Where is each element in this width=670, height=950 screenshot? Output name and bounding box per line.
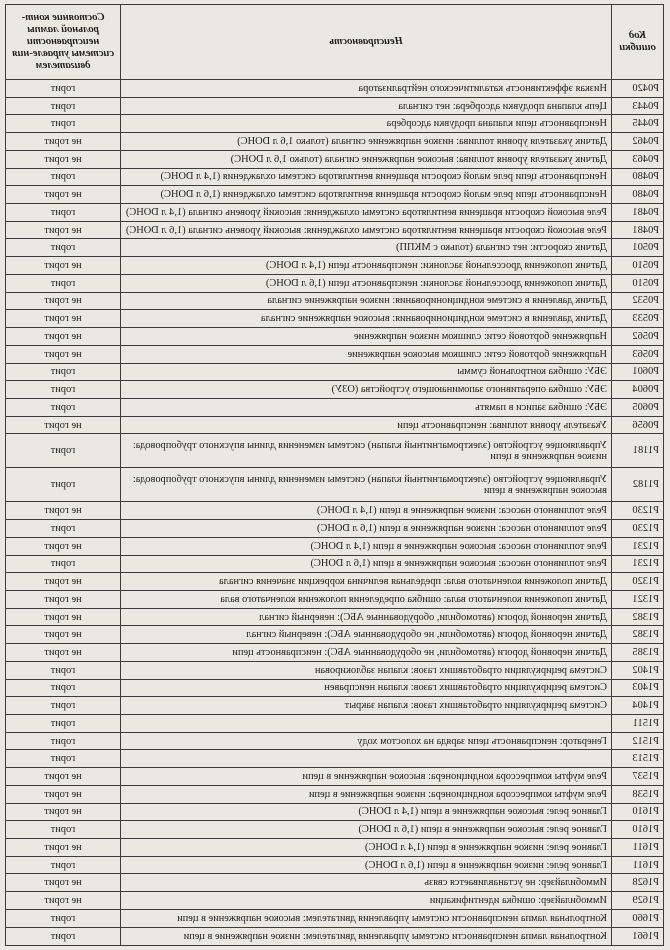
lamp-state-cell: горит	[6, 679, 121, 697]
fault-description-cell: Датчик неровной дороги (автомобили, не оборудованные АБС): неверный сигнал	[121, 626, 612, 644]
table-row	[6, 115, 664, 133]
fault-description-cell: Датчик положения коленчатого вала: предельная величина коррекции значения сигнала	[121, 573, 612, 591]
fault-description-cell: ЭБУ: ошибка контрольной суммы	[121, 363, 612, 381]
lamp-state-cell: не горит	[6, 133, 121, 151]
fault-code-cell: P1231	[612, 555, 664, 573]
table-row	[6, 133, 664, 151]
fault-code-cell: P0605	[612, 398, 664, 416]
fault-description-cell: Неисправность цепи реле малой скорости вращения вентилятора системы охлаждения (1,4 л DOHC)	[121, 168, 612, 186]
table-row	[6, 257, 664, 275]
table-row	[6, 608, 664, 626]
table-row	[6, 520, 664, 538]
lamp-state-cell: горит	[6, 80, 121, 98]
fault-description-cell: Система рециркуляции отработавших газов: клапан заблокирован	[121, 661, 612, 679]
fault-code-cell: P0601	[612, 363, 664, 381]
fault-description-cell: Реле муфты компрессора кондиционера: высокое напряжение в цепи	[121, 768, 612, 786]
table-row	[6, 381, 664, 399]
fault-description-cell: Иммобилайзер: ошибка идентификации	[121, 892, 612, 910]
table-row	[6, 821, 664, 839]
fault-description-cell: Датчик неровной дороги (автомобили, не оборудованные АБС): неисправность цепи	[121, 644, 612, 662]
fault-description-cell: Управляющее устройство (электромагнитный клапан) системы изменения длины впускного трубопровода: высокое напряжение в цепи	[121, 468, 612, 502]
lamp-state-cell: горит	[6, 520, 121, 538]
lamp-state-cell: не горит	[6, 416, 121, 434]
table-row	[6, 785, 664, 803]
fault-description-cell: Реле топливного насоса: высокое напряжение в цепи (1,6 л DOHC)	[121, 555, 612, 573]
lamp-state-cell: не горит	[6, 626, 121, 644]
table-row	[6, 434, 664, 468]
fault-code-cell: P0532	[612, 292, 664, 310]
table-row	[6, 573, 664, 591]
lamp-state-cell: не горит	[6, 502, 121, 520]
fault-code-cell: P0420	[612, 80, 664, 98]
fault-code-cell: P0480	[612, 186, 664, 204]
lamp-state-cell: горит	[6, 115, 121, 133]
table-row	[6, 186, 664, 204]
table-body	[6, 80, 664, 946]
fault-description-cell: Датчик положения коленчатого вала: ошибка определения положения коленчатого вала	[121, 590, 612, 608]
fault-description-cell: Датчик давления в системе кондиционирования: высокое напряжение сигнала	[121, 310, 612, 328]
fault-code-cell: P1320	[612, 573, 664, 591]
fault-code-cell: P0443	[612, 97, 664, 115]
table-row	[6, 398, 664, 416]
lamp-state-cell: горит	[6, 274, 121, 292]
fault-description-cell: Цепь клапана продувки адсорбера: нет сигнала	[121, 97, 612, 115]
table-row	[6, 927, 664, 945]
fault-code-table	[5, 4, 664, 946]
lamp-state-cell: горит	[6, 239, 121, 257]
lamp-state-cell: горит	[6, 468, 121, 502]
lamp-state-cell: не горит	[6, 608, 121, 626]
fault-description-cell: Контрольная лампа неисправности системы управления двигателем: высокое напряжение в цепи	[121, 909, 612, 927]
table-row	[6, 909, 664, 927]
fault-description-cell: Контрольная лампа неисправности системы управления двигателем: низкое напряжение в цепи	[121, 927, 612, 945]
fault-description-cell: Датчик скорости: нет сигнала (только с МКПП)	[121, 239, 612, 257]
table-row	[6, 221, 664, 239]
fault-code-cell: P0604	[612, 381, 664, 399]
lamp-state-cell: горит	[6, 909, 121, 927]
fault-description-cell: Датчик неровной дороги (автомобили, оборудованные АБС): неверный сигнал	[121, 608, 612, 626]
fault-code-cell: P1382	[612, 608, 664, 626]
table-row	[6, 468, 664, 502]
lamp-state-cell: горит	[6, 97, 121, 115]
fault-code-cell: P0445	[612, 115, 664, 133]
lamp-state-cell: горит	[6, 381, 121, 399]
fault-code-cell: P1661	[612, 927, 664, 945]
fault-description-cell: Реле высокой скорости вращения вентилятора системы охлаждения: высокий уровень сигнала (1,4 л DOHC)	[121, 204, 612, 222]
fault-code-cell: P1629	[612, 892, 664, 910]
fault-code-cell: P1628	[612, 874, 664, 892]
table-row	[6, 345, 664, 363]
lamp-state-cell: не горит	[6, 768, 121, 786]
fault-code-cell: P1230	[612, 502, 664, 520]
table-row	[6, 839, 664, 857]
fault-code-cell: P0480	[612, 168, 664, 186]
lamp-state-cell: не горит	[6, 785, 121, 803]
lamp-state-cell: не горит	[6, 186, 121, 204]
fault-description-cell	[121, 750, 612, 768]
lamp-state-cell: горит	[6, 398, 121, 416]
fault-code-cell: P1610	[612, 803, 664, 821]
lamp-state-cell: не горит	[6, 644, 121, 662]
fault-description-cell: Напряжение бортовой сети: слишком высокое напряжение	[121, 345, 612, 363]
lamp-state-cell: горит	[6, 434, 121, 468]
lamp-state-cell: не горит	[6, 328, 121, 346]
table-row	[6, 97, 664, 115]
fault-description-cell	[121, 714, 612, 732]
table-row	[6, 768, 664, 786]
table-row	[6, 150, 664, 168]
fault-description-cell: Главное реле: высокое напряжение в цепи (1,4 л DOHC)	[121, 803, 612, 821]
fault-code-cell: P1181	[612, 434, 664, 468]
lamp-state-column-header: Состояние конт-рольной лампы неисправности системы управле-ния двигателем	[6, 5, 121, 80]
fault-code-cell: P1402	[612, 661, 664, 679]
lamp-state-cell: не горит	[6, 803, 121, 821]
table-row	[6, 363, 664, 381]
table-row	[6, 204, 664, 222]
fault-code-cell: P1538	[612, 785, 664, 803]
table-row	[6, 80, 664, 98]
fault-code-cell: P0463	[612, 150, 664, 168]
table-row	[6, 856, 664, 874]
table-row	[6, 644, 664, 662]
fault-code-cell: P0656	[612, 416, 664, 434]
fault-code-cell: P0563	[612, 345, 664, 363]
fault-code-cell: P1230	[612, 520, 664, 538]
lamp-state-cell: не горит	[6, 292, 121, 310]
fault-code-cell: P1611	[612, 856, 664, 874]
table-row	[6, 661, 664, 679]
fault-code-cell: P1385	[612, 644, 664, 662]
fault-code-cell: P1182	[612, 468, 664, 502]
lamp-state-cell: горит	[6, 714, 121, 732]
fault-code-cell: P0510	[612, 257, 664, 275]
fault-column-header: Неисправность	[121, 5, 612, 80]
fault-description-cell: Генератор: неисправность цепи заряда на холостом ходу	[121, 732, 612, 750]
fault-description-cell: Указатель уровня топлива: неисправность цепи	[121, 416, 612, 434]
table-header-row	[6, 5, 664, 80]
table-row	[6, 555, 664, 573]
fault-code-cell: P1513	[612, 750, 664, 768]
fault-description-cell: Датчик указателя уровня топлива: низкое напряжение сигнала (только 1,6 л DOHC)	[121, 133, 612, 151]
table-row	[6, 803, 664, 821]
table-row	[6, 679, 664, 697]
table-row	[6, 892, 664, 910]
fault-code-cell: P1537	[612, 768, 664, 786]
fault-description-cell: Датчик положения дроссельной заслонки: неисправность цепи (1,6 л DOHC)	[121, 274, 612, 292]
table-row	[6, 416, 664, 434]
fault-code-cell: P1610	[612, 821, 664, 839]
table-row	[6, 626, 664, 644]
table-row	[6, 292, 664, 310]
lamp-state-cell: не горит	[6, 573, 121, 591]
fault-description-cell: Управляющее устройство (электромагнитный клапан) системы изменения длины впускного трубопровода: низкое напряжение в цепи	[121, 434, 612, 468]
fault-description-cell: Реле топливного насоса: низкое напряжение в цепи (1,4 л DOHC)	[121, 502, 612, 520]
fault-description-cell: Главное реле: высокое напряжение в цепи (1,6 л DOHC)	[121, 821, 612, 839]
fault-description-cell: Неисправность цепи реле малой скорости вращения вентилятора системы охлаждения (1,6 л DOHC)	[121, 186, 612, 204]
fault-code-cell: P1511	[612, 714, 664, 732]
fault-code-cell: P1512	[612, 732, 664, 750]
fault-code-cell: P1321	[612, 590, 664, 608]
lamp-state-cell: не горит	[6, 221, 121, 239]
fault-description-cell: Неисправность цепи клапана продувки адсорбера	[121, 115, 612, 133]
fault-code-cell: P0562	[612, 328, 664, 346]
fault-description-cell: ЭБУ: ошибка записи в память	[121, 398, 612, 416]
fault-description-cell: Реле муфты компрессора кондиционера: низкое напряжение в цепи	[121, 785, 612, 803]
lamp-state-cell: не горит	[6, 892, 121, 910]
lamp-state-cell: не горит	[6, 537, 121, 555]
lamp-state-cell: не горит	[6, 150, 121, 168]
lamp-state-cell: горит	[6, 856, 121, 874]
table-row	[6, 310, 664, 328]
fault-code-cell: P0510	[612, 274, 664, 292]
table-row	[6, 697, 664, 715]
lamp-state-cell: горит	[6, 750, 121, 768]
table-row	[6, 274, 664, 292]
lamp-state-cell: горит	[6, 555, 121, 573]
fault-description-cell: Датчик давления в системе кондиционирования: низкое напряжение сигнала	[121, 292, 612, 310]
fault-description-cell: Главное реле: низкое напряжение в цепи (1,6 л DOHC)	[121, 856, 612, 874]
fault-code-cell: P1382	[612, 626, 664, 644]
table-row	[6, 590, 664, 608]
table-row	[6, 502, 664, 520]
lamp-state-cell: не горит	[6, 874, 121, 892]
lamp-state-cell: не горит	[6, 590, 121, 608]
fault-description-cell: Иммобилайзер: не устанавливается связь	[121, 874, 612, 892]
fault-code-cell: P1403	[612, 679, 664, 697]
fault-description-cell: Реле высокой скорости вращения вентилятора системы охлаждения: высокий уровень сигнала (1,6 л DOHC)	[121, 221, 612, 239]
fault-code-cell: P0533	[612, 310, 664, 328]
table-row	[6, 537, 664, 555]
fault-description-cell: Реле топливного насоса: высокое напряжение в цепи (1,4 л DOHC)	[121, 537, 612, 555]
fault-description-cell: Низкая эффективность каталитического нейтрализатора	[121, 80, 612, 98]
table-row	[6, 168, 664, 186]
table-row	[6, 328, 664, 346]
fault-description-cell: Датчик указателя уровня топлива: высокое напряжение сигнала (только 1,6 л DOHC)	[121, 150, 612, 168]
lamp-state-cell: не горит	[6, 345, 121, 363]
table-row	[6, 239, 664, 257]
lamp-state-cell: не горит	[6, 839, 121, 857]
fault-description-cell: Система рециркуляции отработавших газов: клапан закрыт	[121, 697, 612, 715]
lamp-state-cell: не горит	[6, 310, 121, 328]
lamp-state-cell: горит	[6, 363, 121, 381]
lamp-state-cell: горит	[6, 697, 121, 715]
fault-description-cell: Датчик положения дроссельной заслонки: неисправность цепи (1,4 л DOHC)	[121, 257, 612, 275]
lamp-state-cell: горит	[6, 821, 121, 839]
code-column-header: Код ошибки	[612, 5, 664, 80]
fault-code-cell: P1231	[612, 537, 664, 555]
fault-description-cell: Система рециркуляции отработавших газов: клапан неисправен	[121, 679, 612, 697]
lamp-state-cell: горит	[6, 204, 121, 222]
table-row	[6, 750, 664, 768]
table-row	[6, 732, 664, 750]
fault-code-cell: P0501	[612, 239, 664, 257]
table-row	[6, 714, 664, 732]
fault-description-cell: Реле топливного насоса: низкое напряжение в цепи (1,6 л DOHC)	[121, 520, 612, 538]
fault-code-cell: P0481	[612, 204, 664, 222]
lamp-state-cell: не горит	[6, 257, 121, 275]
fault-description-cell: Напряжение бортовой сети: слишком низкое напряжение	[121, 328, 612, 346]
upside-down-scan	[6, 4, 664, 946]
fault-code-cell: P1660	[612, 909, 664, 927]
fault-code-cell: P0462	[612, 133, 664, 151]
lamp-state-cell: горит	[6, 168, 121, 186]
fault-code-cell: P1611	[612, 839, 664, 857]
lamp-state-cell: горит	[6, 661, 121, 679]
fault-code-cell: P1404	[612, 697, 664, 715]
fault-description-cell: ЭБУ: ошибка оперативного запоминающего устройства (ОЗУ)	[121, 381, 612, 399]
fault-code-cell: P0481	[612, 221, 664, 239]
fault-description-cell: Главное реле: низкое напряжение в цепи (1,4 л DOHC)	[121, 839, 612, 857]
lamp-state-cell: горит	[6, 927, 121, 945]
table-row	[6, 874, 664, 892]
lamp-state-cell: горит	[6, 732, 121, 750]
